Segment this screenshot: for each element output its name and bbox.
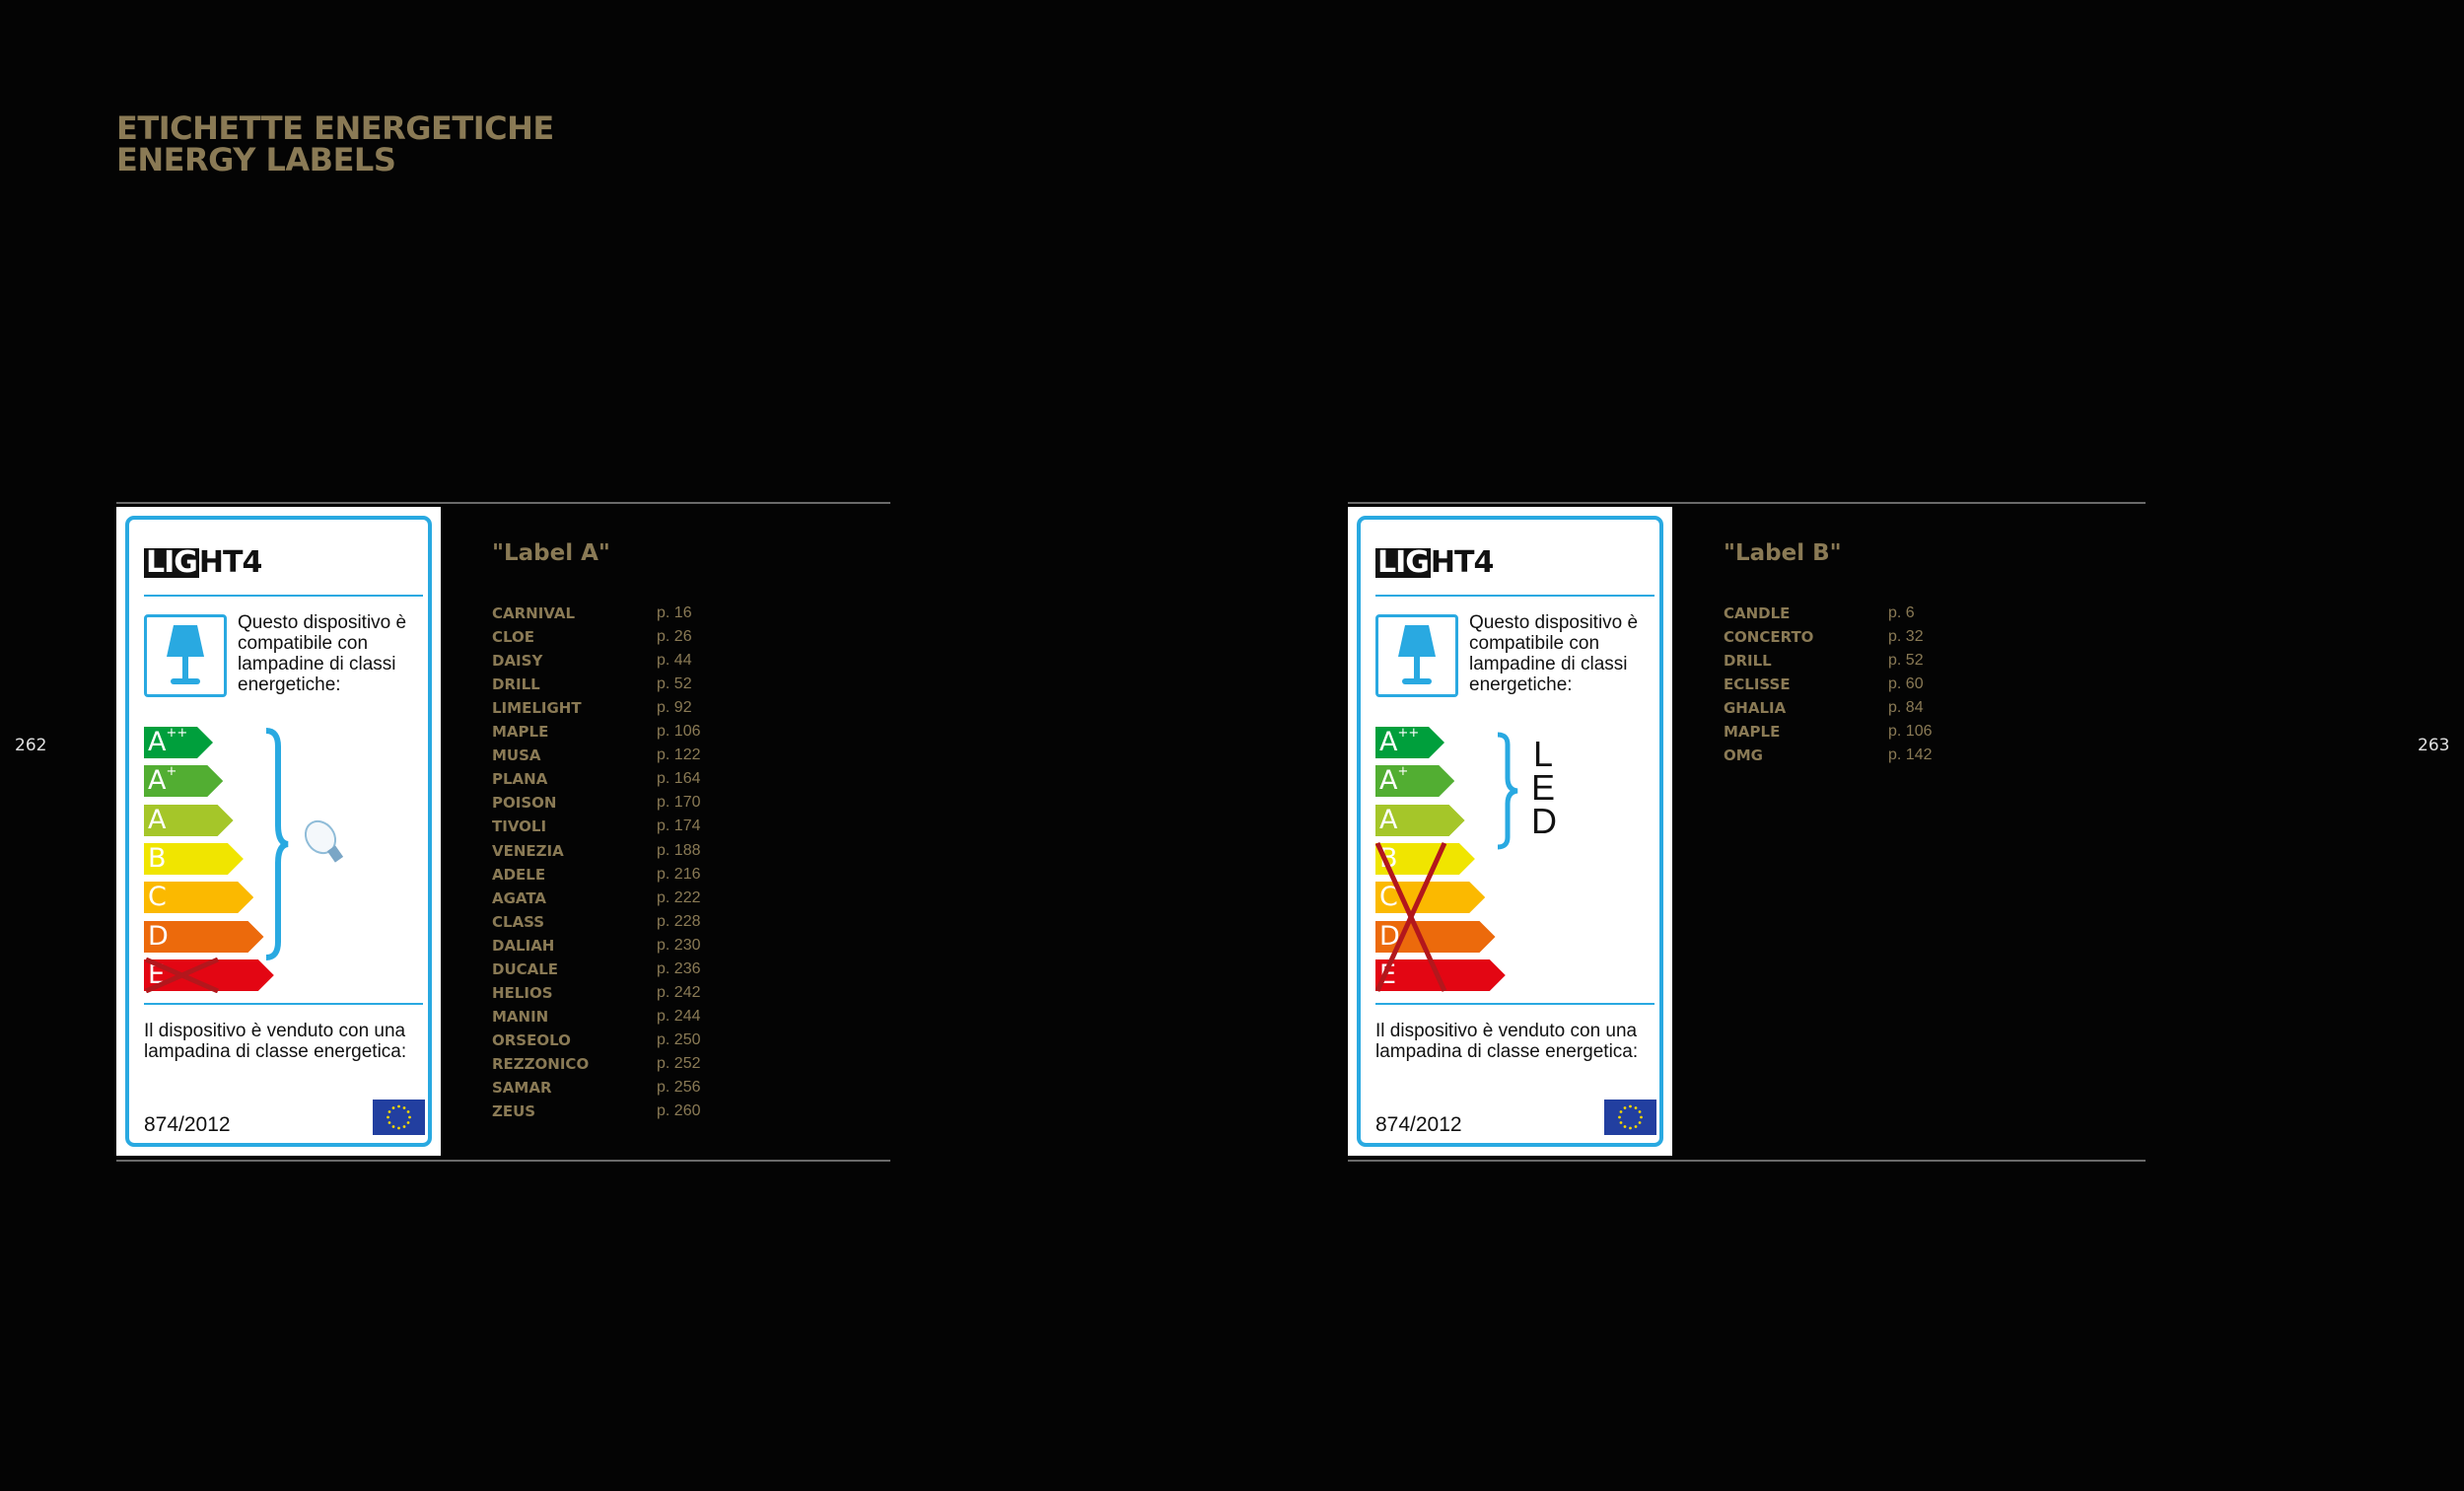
product-name: CANDLE [1724,604,1791,622]
product-name: ADELE [492,865,546,884]
product-page: p. 84 [1888,699,1924,717]
logo-box-text: LIG [146,545,197,580]
energy-class-letter: A [1379,804,1398,835]
product-page: p. 256 [657,1079,701,1096]
energy-label-b-card [1348,507,1672,1156]
logo-box-text: LIG [1377,545,1429,580]
product-page: p. 122 [657,746,701,764]
product-page: p. 244 [657,1007,701,1025]
label-divider [144,1003,423,1005]
energy-class-letter: C [1379,882,1398,913]
product-page: p. 164 [657,770,701,788]
energy-class-arrow [144,727,213,758]
energy-class-letter: B [148,842,167,874]
product-page: p. 260 [657,1102,701,1120]
product-name: LIMELIGHT [492,699,582,718]
energy-class-letter: D [1379,920,1400,952]
energy-label-frame [1357,516,1663,1147]
product-page: p. 32 [1888,628,1924,646]
energy-class-superscript: + [1397,764,1409,780]
section-rule-bottom-right [1348,1160,2146,1162]
energy-label-a-card [116,507,441,1156]
label-divider [1375,1003,1654,1005]
energy-class-arrow [144,843,244,875]
product-name: VENEZIA [492,841,564,860]
product-page: p. 170 [657,794,701,812]
product-name: MANIN [492,1007,549,1026]
crossed-out-classes-icon [1375,841,1464,993]
class-range-brace-icon [1494,731,1523,851]
table-lamp-icon [1375,614,1458,697]
product-name: MAPLE [1724,723,1781,742]
label-a-heading: "Label A" [492,540,610,566]
crossed-out-classes-icon [144,958,233,993]
led-text [1531,734,1557,841]
product-page: p. 250 [657,1030,701,1048]
energy-class-letter: E [1379,958,1397,990]
led-letter: E [1531,767,1556,808]
energy-class-letter: A++ [1379,726,1420,757]
label-b-heading: "Label B" [1724,540,1842,566]
product-page: p. 230 [657,936,701,954]
section-rule-top-right [1348,502,2146,504]
product-name: DUCALE [492,959,559,978]
product-page: p. 26 [657,628,692,646]
energy-class-letter: B [1379,842,1398,874]
led-letter: D [1531,801,1557,841]
regulation-number: 874/2012 [144,1113,231,1136]
product-name: DRILL [492,675,540,694]
product-name: TIVOLI [492,817,547,836]
title-line-italian: ETICHETTE ENERGETICHE [116,109,554,147]
product-page: p. 228 [657,912,701,930]
light4-logo [1375,545,1494,580]
product-name: AGATA [492,888,547,907]
energy-class-superscript: ++ [1397,726,1420,741]
product-name: HELIOS [492,983,553,1002]
product-page: p. 174 [657,817,701,835]
energy-class-arrow [1375,727,1444,758]
energy-class-letter: A [148,804,167,835]
product-name: MUSA [492,746,541,765]
product-name: GHALIA [1724,699,1787,718]
product-page: p. 92 [657,699,692,717]
energy-class-arrow [144,765,223,797]
product-page: p. 6 [1888,604,1915,621]
compatibility-text: Questo dispositivo è compatibile con lampadine di classi energetiche: [1469,612,1639,695]
logo-rest-text: HT4 [1430,545,1494,580]
table-lamp-icon [144,614,227,697]
energy-class-arrow [144,921,264,953]
product-page: p. 106 [1888,723,1933,741]
product-name: DRILL [1724,652,1772,671]
product-page: p. 242 [657,983,701,1001]
light-bulb-icon [299,816,348,871]
eu-flag-icon [373,1100,425,1135]
page-title [116,109,554,178]
energy-label-frame [125,516,432,1147]
product-page: p. 252 [657,1054,701,1072]
regulation-number: 874/2012 [1375,1113,1462,1136]
product-name: ECLISSE [1724,675,1791,694]
energy-class-letter: A+ [148,764,177,797]
product-name: CONCERTO [1724,628,1814,647]
sold-with-text: Il dispositivo è venduto con una lampadina di classe energetica: [144,1021,407,1062]
energy-class-letter: D [148,920,169,952]
class-range-brace-icon [262,727,292,961]
energy-class-arrow [144,805,234,836]
product-name: SAMAR [492,1079,552,1097]
product-name: OMG [1724,746,1763,765]
energy-class-arrow [144,882,253,913]
page-number-right: 263 [2418,736,2450,755]
logo-rest-text: HT4 [198,545,262,580]
energy-class-superscript: + [166,764,177,780]
product-name: MAPLE [492,723,549,742]
energy-class-letter: A+ [1379,764,1409,797]
sold-with-text: Il dispositivo è venduto con una lampadina di classe energetica: [1375,1021,1639,1062]
energy-class-superscript: ++ [166,726,188,741]
product-name: REZZONICO [492,1054,590,1073]
energy-class-letter: E [148,958,166,990]
product-name: POISON [492,794,557,813]
product-page: p. 44 [657,652,692,670]
light4-logo [144,545,262,580]
product-name: DALIAH [492,936,555,955]
label-divider [1375,595,1654,597]
product-page: p. 222 [657,888,701,906]
energy-class-arrow [1375,765,1454,797]
product-name: ORSEOLO [492,1030,571,1049]
product-page: p. 52 [657,675,692,693]
eu-flag-icon [1604,1100,1656,1135]
compatibility-text: Questo dispositivo è compatibile con lampadine di classi energetiche: [238,612,407,695]
section-rule-top-left [116,502,890,504]
energy-class-letter: A++ [148,726,188,757]
product-name: CLASS [492,912,545,931]
product-page: p. 52 [1888,652,1924,670]
product-name: ZEUS [492,1102,536,1121]
product-page: p. 16 [657,604,692,621]
product-page: p. 60 [1888,675,1924,693]
product-name: DAISY [492,652,543,671]
label-divider [144,595,423,597]
energy-class-arrow [1375,805,1465,836]
product-name: CLOE [492,628,535,647]
page-number-left: 262 [15,736,47,755]
energy-class-letter: C [148,882,167,913]
title-line-english: ENERGY LABELS [116,141,396,178]
led-letter: L [1532,734,1554,774]
product-page: p. 106 [657,723,701,741]
section-rule-bottom-left [116,1160,890,1162]
product-page: p. 188 [657,841,701,859]
product-name: CARNIVAL [492,604,576,622]
product-page: p. 236 [657,959,701,977]
product-page: p. 142 [1888,746,1933,764]
product-page: p. 216 [657,865,701,883]
product-name: PLANA [492,770,548,789]
